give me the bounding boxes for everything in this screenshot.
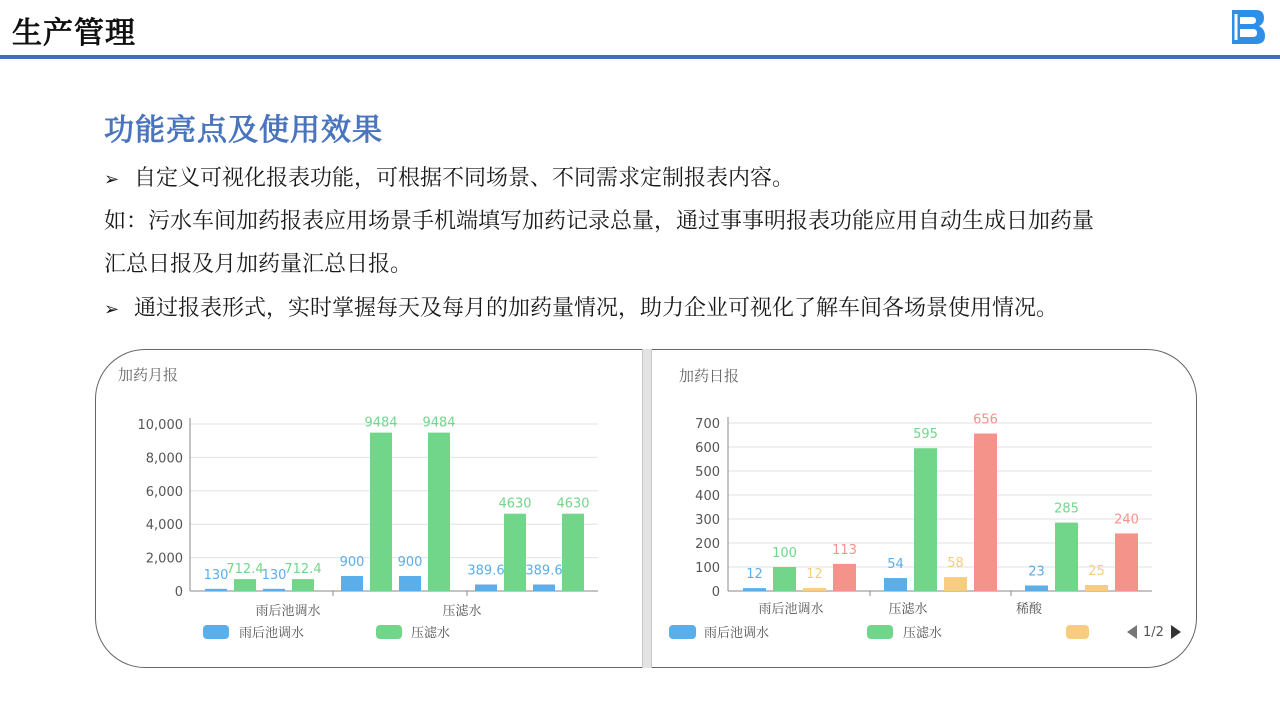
legend-swatch-rain-water <box>203 625 229 639</box>
x-tick-label: 雨后池调水 <box>255 604 321 619</box>
data-label: 58 <box>947 556 964 572</box>
bar-press-water <box>428 433 450 591</box>
y-tick-label: 500 <box>695 465 720 480</box>
legend-label: 压滤水 <box>411 626 451 641</box>
y-tick-label: 10,000 <box>137 418 183 433</box>
y-tick-label: 400 <box>695 489 720 504</box>
bar-press-water <box>504 514 526 591</box>
y-tick-label: 300 <box>695 513 720 528</box>
data-label: 900 <box>397 554 423 570</box>
y-tick-label: 0 <box>711 585 720 600</box>
bar-series-3 <box>944 577 967 591</box>
example-line-2: 汇总日报及月加药量汇总日报。 <box>104 252 413 277</box>
y-tick-label: 4,000 <box>145 518 183 534</box>
bar-press-water <box>562 514 584 591</box>
x-tick-label: 压滤水 <box>442 604 482 619</box>
x-tick-label: 压滤水 <box>888 602 928 617</box>
chart-title-daily: 加药日报 <box>679 367 740 385</box>
bar-series-3 <box>803 588 826 591</box>
chart-title-monthly: 加药月报 <box>118 366 179 384</box>
data-label: 4630 <box>498 496 532 512</box>
bar-rain-water <box>533 584 555 591</box>
feature-text-2: 通过报表形式，实时掌握每天及每月的加药量情况，助力企业可视化了解车间各场景使用情况。 <box>134 296 1059 321</box>
bar-press-water <box>234 579 256 591</box>
bar-rain-water <box>263 589 285 591</box>
bar-press-water <box>914 448 937 591</box>
data-label: 9484 <box>364 415 398 431</box>
feature-text-1: 自定义可视化报表功能，可根据不同场景、不同需求定制报表内容。 <box>134 166 795 191</box>
data-label: 656 <box>973 412 998 428</box>
bar-series-3 <box>1085 585 1108 591</box>
data-label: 12 <box>746 567 763 583</box>
data-label: 712.4 <box>284 562 322 578</box>
data-label: 12 <box>806 567 823 583</box>
legend-label: 压滤水 <box>903 626 943 641</box>
legend-page-indicator: 1/2 <box>1143 625 1164 640</box>
bar-rain-water <box>743 588 766 591</box>
legend-next-page-icon[interactable] <box>1171 625 1181 639</box>
data-label: 113 <box>832 542 857 558</box>
bar-rain-water <box>1025 585 1048 591</box>
bar-press-water <box>773 567 796 591</box>
bar-rain-water <box>341 576 363 591</box>
data-label: 240 <box>1114 512 1139 528</box>
y-tick-label: 6,000 <box>145 484 183 500</box>
data-label: 389.6 <box>525 563 563 579</box>
example-line-1: 如：污水车间加药报表应用场景手机端填写加药记录总量，通过事事明报表功能应用自动生成日加药量 <box>104 209 1095 234</box>
y-tick-label: 200 <box>695 537 720 552</box>
data-label: 4630 <box>556 496 590 512</box>
arrow-bullet-icon: ➢ <box>104 169 120 190</box>
bar-rain-water <box>399 576 421 591</box>
legend-prev-page-icon[interactable] <box>1127 625 1137 639</box>
data-label: 130 <box>261 567 287 583</box>
legend-swatch-rain-water <box>669 625 696 639</box>
data-label: 9484 <box>422 415 456 431</box>
data-label: 25 <box>1088 564 1105 579</box>
x-tick-label: 稀酸 <box>1015 602 1043 617</box>
y-tick-label: 8,000 <box>145 451 183 467</box>
y-tick-label: 100 <box>695 561 720 576</box>
data-label: 23 <box>1028 564 1045 580</box>
legend-label: 雨后池调水 <box>239 626 305 641</box>
data-label: 285 <box>1054 501 1079 517</box>
data-label: 712.4 <box>226 562 264 578</box>
data-label: 595 <box>913 427 938 443</box>
data-label: 100 <box>772 546 797 561</box>
legend-swatch-press-water <box>867 625 893 639</box>
section-heading: 功能亮点及使用效果 <box>104 113 383 148</box>
y-tick-label: 600 <box>695 441 720 456</box>
y-tick-label: 2,000 <box>145 551 183 567</box>
bar-series-4 <box>1115 533 1138 591</box>
arrow-bullet-icon: ➢ <box>104 299 120 320</box>
legend-swatch-press-water <box>376 625 402 639</box>
bar-press-water <box>1055 523 1078 591</box>
data-label: 54 <box>887 557 904 573</box>
bar-series-4 <box>974 434 997 591</box>
y-tick-label: 0 <box>174 585 183 600</box>
bar-rain-water <box>475 584 497 591</box>
legend-label: 雨后池调水 <box>704 626 770 641</box>
page-title: 生产管理 <box>12 16 136 51</box>
data-label: 900 <box>339 554 365 570</box>
legend-swatch-series-3 <box>1066 625 1089 639</box>
bar-press-water <box>370 433 392 591</box>
data-label: 130 <box>203 567 229 583</box>
bar-series-4 <box>833 564 856 591</box>
bar-rain-water <box>884 578 907 591</box>
x-tick-label: 雨后池调水 <box>758 602 824 617</box>
bar-rain-water <box>205 589 227 591</box>
data-label: 389.6 <box>467 563 505 579</box>
bar-press-water <box>292 579 314 591</box>
y-tick-label: 700 <box>695 417 720 432</box>
